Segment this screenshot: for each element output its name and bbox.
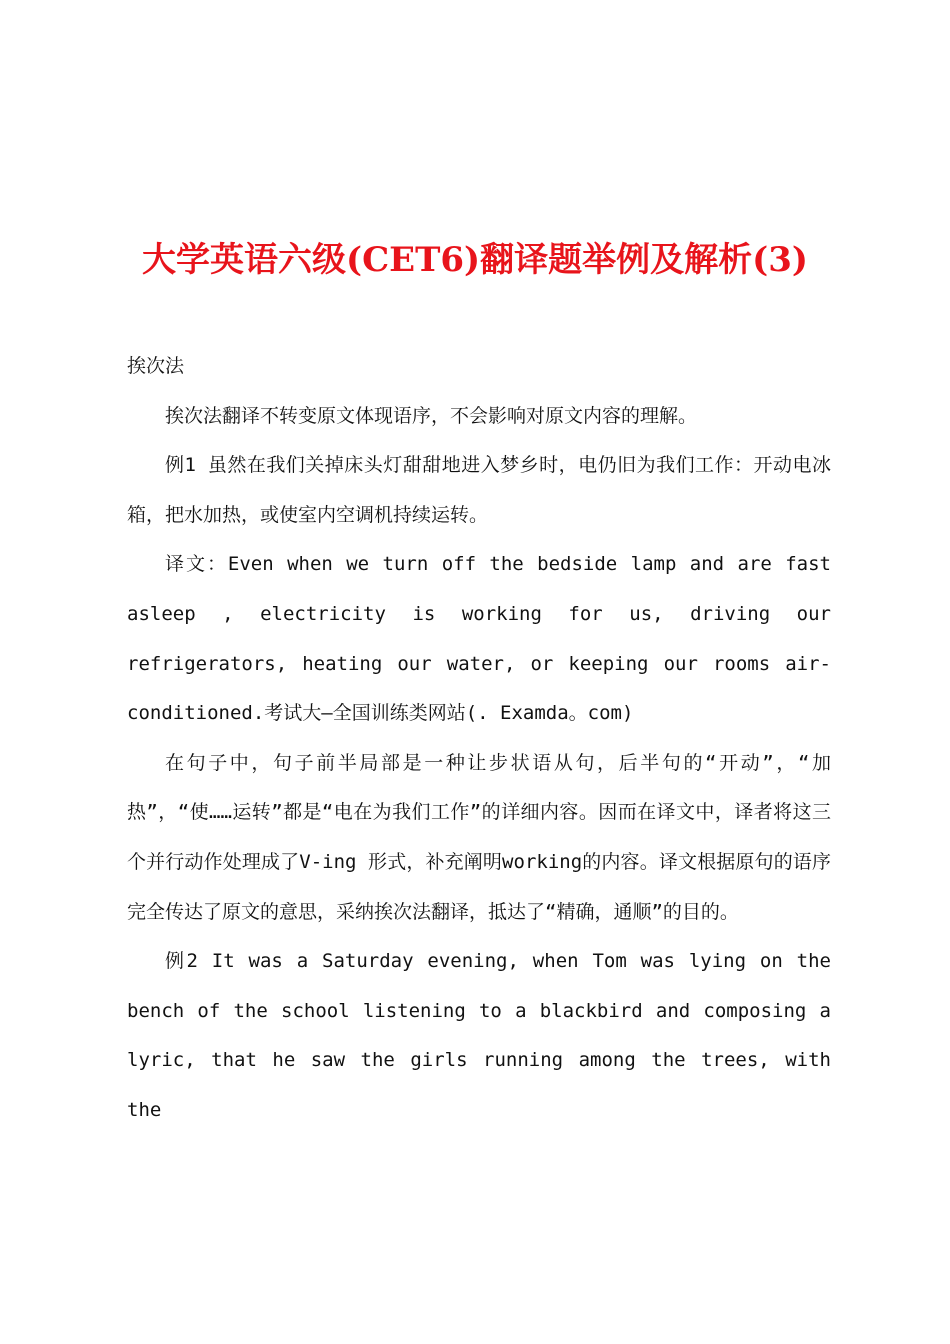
paragraph-example-1: 例1 虽然在我们关掉床头灯甜甜地进入梦乡时，电仍旧为我们工作：开动电冰箱，把水加热，或使室内空调机持续运转。: [127, 454, 831, 526]
document-body: [127, 342, 831, 1136]
paragraph-analysis-1: 在句子中，句子前半局部是一种让步状语从句，后半句的“开动”，“加热”，“使……运转”都是“电在为我们工作”的详细内容。因而在译文中，译者将这三个并行动作处理成了V-ing 形式，补充阐明working的内容。译文根据原句的语序完全传达了原文的意思，采纳挨次法翻译，抵达了“精确，通顺”的目的。: [127, 751, 831, 923]
document-title: 大学英语六级(CET6)翻译题举例及解析(3): [142, 239, 808, 280]
paragraph-example-2: 例2 It was a Saturday evening, when Tom was lying on the bench of the school listening to a blackbird and composing a lyric, that he saw the girls running among the trees, with the: [127, 950, 831, 1121]
paragraph-intro: 挨次法翻译不转变原文体现语序，不会影响对原文内容的理解。: [165, 404, 698, 427]
section-heading: 挨次法: [127, 355, 185, 377]
paragraph-translation-1: 译文：Even when we turn off the bedside lamp and are fast asleep , electricity is working for us, driving our refrigerators, heating our water, or keeping our rooms air-conditioned.考试大—全国训练类网站(. Examda。com): [127, 553, 831, 725]
